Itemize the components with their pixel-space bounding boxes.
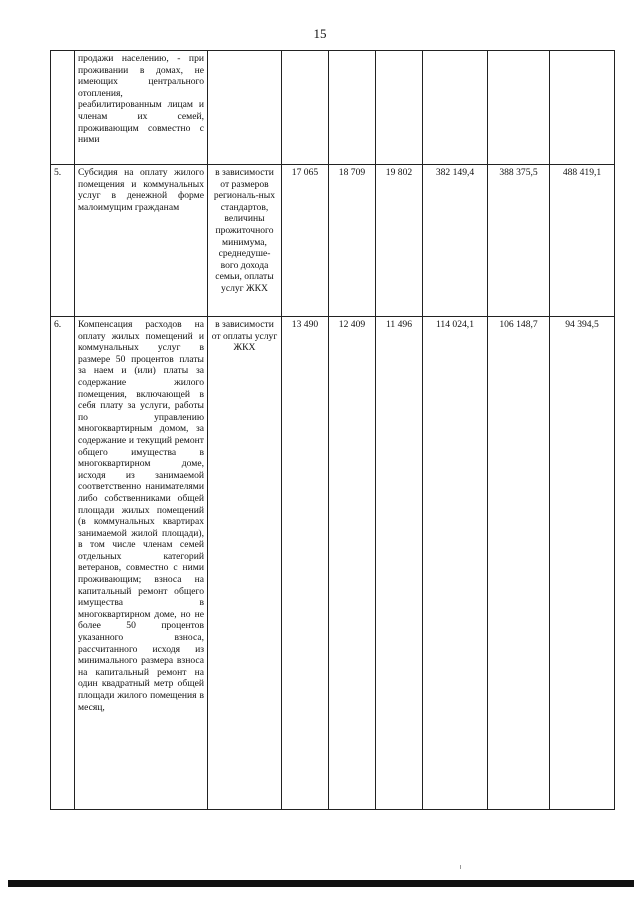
- row-number: 5.: [51, 165, 75, 317]
- row-value-6: [550, 51, 615, 165]
- row-value-5: 106 148,7: [488, 317, 550, 810]
- scan-bottom-edge: [8, 880, 634, 887]
- scan-speck: [460, 865, 461, 869]
- row-value-1: 17 065: [282, 165, 329, 317]
- row-value-1: [282, 51, 329, 165]
- row-value-4: [423, 51, 488, 165]
- table-row: [51, 165, 615, 317]
- row-value-2: 18 709: [329, 165, 376, 317]
- row-value-2: 12 409: [329, 317, 376, 810]
- row-value-3: 11 496: [376, 317, 423, 810]
- row-value-1: 13 490: [282, 317, 329, 810]
- row-number: [51, 51, 75, 165]
- row-value-2: [329, 51, 376, 165]
- row-description: продажи населению, - при проживании в домах, не имеющих центрального отопления, реабилитированным лицам и членам их семей, проживающим совместно с ними: [75, 51, 208, 165]
- row-value-3: [376, 51, 423, 165]
- benefits-table: [50, 50, 615, 810]
- row-value-5: 388 375,5: [488, 165, 550, 317]
- row-value-6: 488 419,1: [550, 165, 615, 317]
- row-condition: в зависимости от оплаты услуг ЖКХ: [208, 317, 282, 810]
- row-value-4: 114 024,1: [423, 317, 488, 810]
- page-number: 15: [313, 26, 327, 41]
- row-value-3: 19 802: [376, 165, 423, 317]
- row-number: 6.: [51, 317, 75, 810]
- table-row: [51, 317, 615, 810]
- row-description: Компенсация расходов на оплату жилых помещений и коммунальных услуг в размере 50 процентов платы за наем и (или) платы за содержание жилого помещения, включающей в себя плату за услуги, работы по управлению многоквартирным домом, за содержание и текущий ремонт общего имущества в многоквартирном доме, исходя из занимаемой соответственно нанимателями либо собственниками общей площади жилых помещений (в коммунальных квартирах занимаемой жилой площади), в том числе членам семей отдельных категорий ветеранов, совместно с ними проживающим; взноса на капитальный ремонт общего имущества в многоквартирном доме, но не более 50 процентов указанного взноса, рассчитанного исходя из минимального размера взноса на капитальный ремонт на один квадратный метр общей площади жилого помещения в месяц,: [75, 317, 208, 810]
- row-condition: [208, 51, 282, 165]
- table-row: [51, 51, 615, 165]
- row-value-4: 382 149,4: [423, 165, 488, 317]
- row-condition: в зависимости от размеров региональ-ных стандартов, величины прожиточного минимума, среднедуше-вого дохода семьи, оплаты услуг ЖКХ: [208, 165, 282, 317]
- row-value-6: 94 394,5: [550, 317, 615, 810]
- row-value-5: [488, 51, 550, 165]
- row-description: Субсидия на оплату жилого помещения и коммунальных услуг в денежной форме малоимущим гражданам: [75, 165, 208, 317]
